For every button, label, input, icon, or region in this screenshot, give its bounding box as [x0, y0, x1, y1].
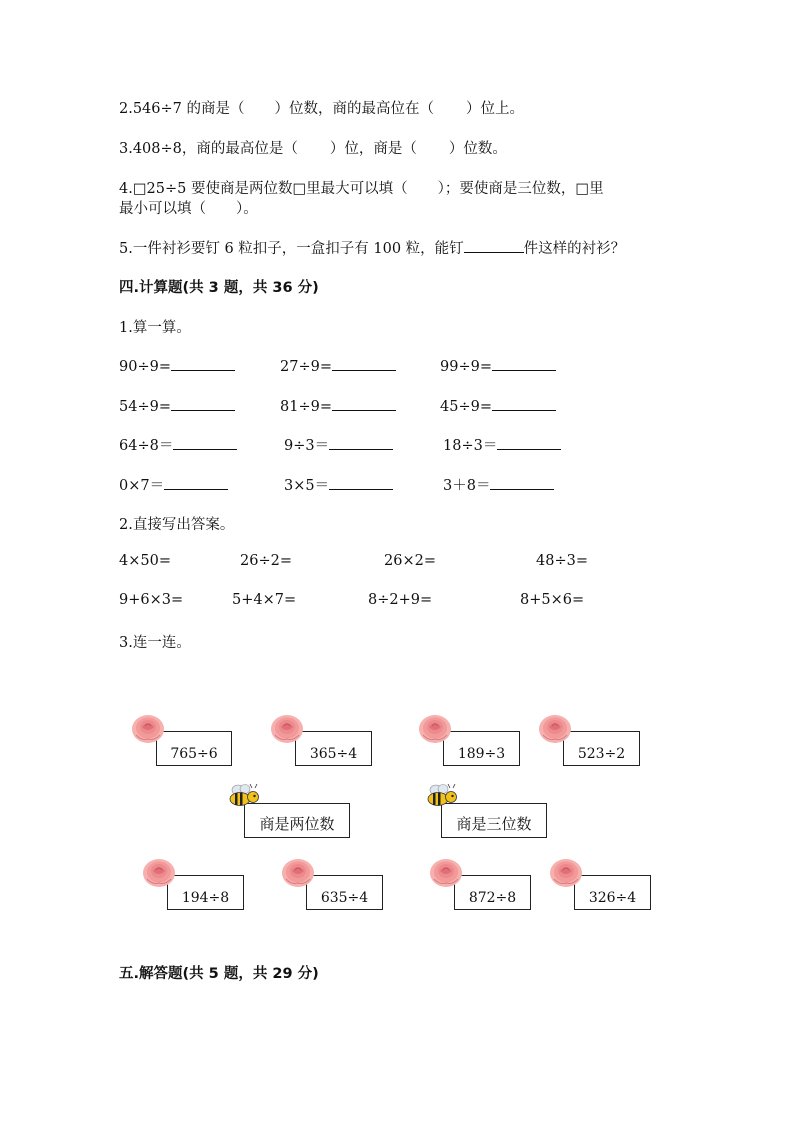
question-4-line2: 最小可以填（ ）。	[119, 201, 258, 217]
calc-q2-title: 2.直接写出答案。	[119, 517, 235, 533]
direct-item: 26×2=	[384, 553, 436, 569]
rose-icon	[130, 711, 166, 745]
answer-blank[interactable]	[492, 395, 556, 411]
question-4: 4.□25÷5 要使商是两位数□里最大可以填（ ）；要使商是三位数，□里	[119, 181, 604, 197]
rose-icon	[537, 711, 573, 745]
direct-item: 9+6×3=	[119, 592, 184, 608]
answer-blank[interactable]	[329, 434, 393, 450]
question-5: 5.一件衬衫要钉 6 粒扣子，一盒扣子有 100 粒，能钉 件这样的衬衫？	[119, 237, 625, 258]
calc-item: 18÷3＝	[443, 434, 561, 455]
match-card-bottom[interactable]: 635÷4	[306, 875, 383, 910]
calc-q3-title: 3.连一连。	[119, 635, 191, 651]
rose-icon	[280, 855, 316, 889]
answer-blank[interactable]	[497, 434, 561, 450]
section-4-heading: 四.计算题(共 3 题，共 36 分)	[119, 280, 319, 296]
match-category-three-digit[interactable]: 商是三位数	[441, 803, 547, 838]
answer-blank[interactable]	[171, 395, 235, 411]
direct-item: 8+5×6=	[520, 592, 585, 608]
answer-blank[interactable]	[464, 237, 524, 253]
calc-item: 3＋8＝	[443, 474, 554, 495]
calc-item: 64÷8＝	[119, 434, 237, 455]
match-card-top[interactable]: 765÷6	[156, 731, 232, 766]
match-card-bottom[interactable]: 194÷8	[167, 875, 244, 910]
answer-blank[interactable]	[332, 355, 396, 371]
calc-item: 9÷3＝	[284, 434, 393, 455]
answer-blank[interactable]	[332, 395, 396, 411]
rose-icon	[548, 855, 584, 889]
answer-blank[interactable]	[329, 474, 393, 490]
calc-item: 0×7＝	[119, 474, 228, 495]
calc-item: 3×5＝	[284, 474, 393, 495]
calc-q1-title: 1.算一算。	[119, 320, 191, 336]
match-category-two-digit[interactable]: 商是两位数	[244, 803, 350, 838]
match-card-top[interactable]: 189÷3	[443, 731, 520, 766]
answer-blank[interactable]	[171, 355, 235, 371]
answer-blank[interactable]	[164, 474, 228, 490]
question-3: 3.408÷8，商的最高位是（ ）位，商是（ ）位数。	[119, 141, 507, 157]
rose-icon	[141, 855, 177, 889]
answer-blank[interactable]	[492, 355, 556, 371]
question-2: 2.546÷7 的商是（ ）位数，商的最高位在（ ）位上。	[119, 101, 524, 117]
match-card-top[interactable]: 523÷2	[563, 731, 640, 766]
match-card-bottom[interactable]: 326÷4	[574, 875, 651, 910]
calc-item: 27÷9=	[280, 355, 396, 375]
calc-item: 81÷9=	[280, 395, 396, 415]
bee-icon	[424, 782, 458, 808]
bee-icon	[226, 782, 260, 808]
answer-blank[interactable]	[490, 474, 554, 490]
rose-icon	[428, 855, 464, 889]
direct-item: 8÷2+9=	[368, 592, 433, 608]
direct-item: 26÷2=	[240, 553, 292, 569]
direct-item: 48÷3=	[536, 553, 588, 569]
answer-blank[interactable]	[173, 434, 237, 450]
direct-item: 4×50=	[119, 553, 171, 569]
section-5-heading: 五.解答题(共 5 题，共 29 分)	[119, 966, 319, 982]
calc-item: 54÷9=	[119, 395, 235, 415]
rose-icon	[269, 711, 305, 745]
rose-icon	[417, 711, 453, 745]
calc-item: 99÷9=	[440, 355, 556, 375]
match-card-top[interactable]: 365÷4	[295, 731, 372, 766]
calc-item: 45÷9=	[440, 395, 556, 415]
calc-item: 90÷9=	[119, 355, 235, 375]
direct-item: 5+4×7=	[232, 592, 297, 608]
match-card-bottom[interactable]: 872÷8	[454, 875, 531, 910]
